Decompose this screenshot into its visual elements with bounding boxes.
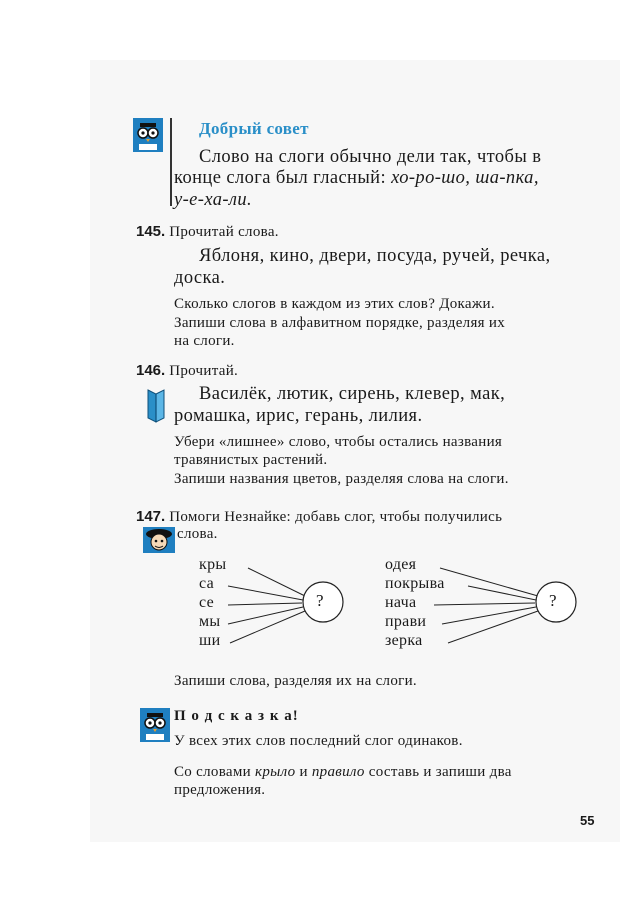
left-word: кры xyxy=(199,556,227,573)
ex146-task-line-2: травянистых растений. xyxy=(174,452,328,468)
advice-line-2: конце слога был гласный: хо-ро-шо, ша-пка, xyxy=(174,168,539,188)
exercise-145-header: 145. Прочитай слова. xyxy=(136,223,279,240)
ex145-task-line-3: на слоги. xyxy=(174,333,235,349)
left-word: се xyxy=(199,594,214,611)
left-word: ши xyxy=(199,632,221,649)
hint-title: П о д с к а з к а! xyxy=(174,708,299,724)
right-word: зерка xyxy=(385,632,423,649)
hint-line-1: У всех этих слов последний слог одинаков. xyxy=(174,733,463,749)
ex145-task-line-1: Сколько слогов в каждом из этих слов? Докажи. xyxy=(174,296,495,312)
ex146-task-line-3: Запиши названия цветов, разделяя слова на слоги. xyxy=(174,471,509,487)
connector-line xyxy=(228,603,302,605)
hint-line-3: предложения. xyxy=(174,782,266,798)
ex146-words-line-2: ромашка, ирис, герань, лилия. xyxy=(174,406,423,426)
left-word: са xyxy=(199,575,214,592)
advice-line-3: у-е-ха-ли. xyxy=(174,190,253,210)
ex146-task-line-1: Убери «лишнее» слово, чтобы остались названия xyxy=(174,434,503,450)
right-word: одея xyxy=(385,556,417,573)
left-word: мы xyxy=(199,613,221,630)
ex145-task-line-2: Запиши слова в алфавитном порядке, разделяя их xyxy=(174,315,506,331)
advice-title: Добрый совет xyxy=(199,119,309,138)
advice-line-1: Слово на слоги обычно дели так, чтобы в xyxy=(199,147,542,167)
connector-line xyxy=(442,607,536,624)
connector-line xyxy=(440,568,538,596)
connector-line xyxy=(434,603,535,605)
right-circle-mark: ? xyxy=(549,591,557,610)
right-word: нача xyxy=(385,594,417,611)
ex147-task: Запиши слова, разделяя их на слоги. xyxy=(174,673,417,689)
ex145-words-line-2: доска. xyxy=(174,268,226,288)
exercise-146-header: 146. Прочитай. xyxy=(136,362,239,379)
connector-line xyxy=(230,611,305,643)
connector-line xyxy=(228,586,303,600)
page-number: 55 xyxy=(580,813,595,828)
hint-line-2: Со словами крыло и правило составь и запиши два xyxy=(174,764,512,780)
left-circle-mark: ? xyxy=(316,591,324,610)
exercise-147-header: 147. Помоги Незнайке: добавь слог, чтобы получились xyxy=(136,508,503,525)
ex147-instruction-line-2: слова. xyxy=(177,526,218,542)
ex145-words-line-1: Яблоня, кино, двери, посуда, ручей, речка, xyxy=(199,246,551,266)
owl-icon xyxy=(140,708,170,746)
connector-line xyxy=(228,607,303,624)
right-word: прави xyxy=(385,613,427,630)
right-word: покрыва xyxy=(385,575,445,592)
ex146-words-line-1: Василёк, лютик, сирень, клевер, мак, xyxy=(199,384,506,404)
connector-line xyxy=(448,611,538,643)
